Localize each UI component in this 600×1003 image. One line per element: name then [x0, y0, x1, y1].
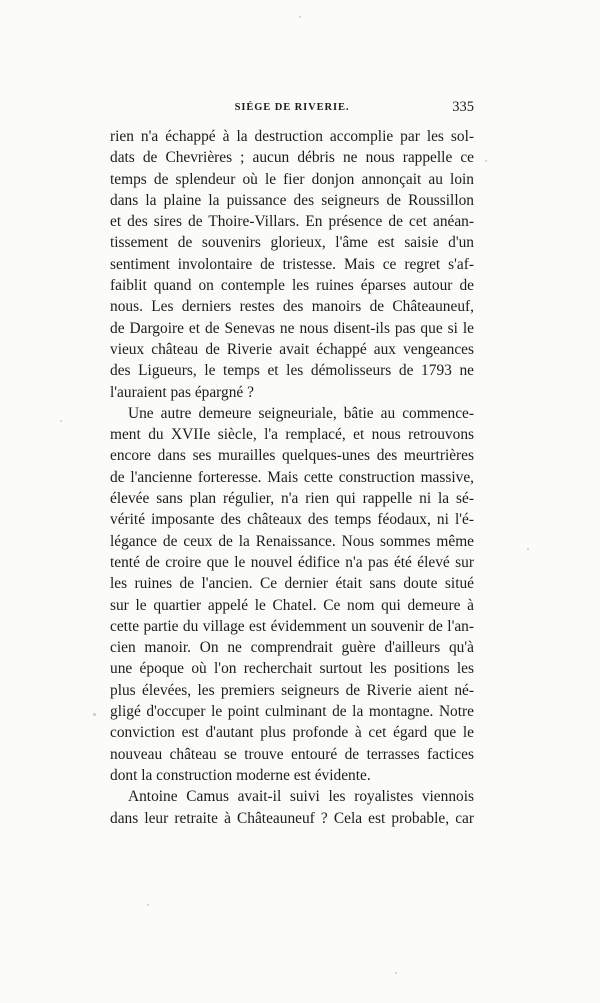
text-line: Une autre demeure seigneuriale, bâtie au commence- — [128, 404, 474, 422]
text-line: conviction est d'autant plus profonde à cet égard que le — [110, 724, 474, 742]
paragraph-3 — [110, 786, 474, 829]
text-line: et des sires de Thoire-Villars. En présence de cet anéan- — [110, 213, 474, 231]
text-line: dont la construction moderne est évidente. — [110, 766, 371, 784]
page-number: 335 — [452, 99, 474, 115]
running-title: SIÉGE DE RIVERIE. — [234, 102, 350, 113]
text-line: de Dargoire et de Senevas ne nous disent-ils pas que si le — [110, 319, 474, 337]
text-line: Antoine Camus avait-il suivi les royalistes viennois — [128, 788, 474, 806]
paragraph-2 — [110, 403, 474, 786]
text-line: de l'ancienne forteresse. Mais cette construction massive, — [110, 468, 474, 486]
text-line: dats de Chevrières ; aucun débris ne nous rappelle ce — [110, 149, 474, 167]
paper-speck — [299, 16, 301, 18]
text-line: cien manoir. On ne comprendrait guère d'ailleurs qu'à — [110, 639, 474, 657]
text-line: sentiment involontaire de tristesse. Mais ce regret s'af- — [110, 255, 474, 273]
text-line: temps de splendeur où le fier donjon annonçait au loin — [110, 170, 474, 188]
paper-speck — [60, 420, 62, 422]
text-line: tenté de croire que le nouvel édifice n'a pas été élevé sur — [110, 553, 474, 571]
paragraph-1 — [110, 126, 474, 403]
text-line: ment du XVIIe siècle, l'a remplacé, et nous retrouvons — [110, 426, 474, 444]
paper-speck — [93, 713, 96, 716]
text-line: les ruines de l'ancien. Ce dernier était sans doute situé — [110, 575, 474, 593]
body-text — [110, 126, 474, 829]
text-line: rien n'a échappé à la destruction accomplie par les sol- — [110, 128, 474, 145]
text-line: nouveau château se trouve entouré de terrasses factices — [110, 745, 474, 763]
text-line: l'auraient pas épargné ? — [110, 383, 254, 401]
paper-speck — [395, 972, 397, 974]
text-line: tissement de souvenirs glorieux, l'âme est saisie d'un — [110, 234, 474, 252]
paper-speck — [485, 160, 487, 162]
text-line: faiblit quand on contemple les ruines éparses autour de — [110, 277, 474, 295]
text-line: légance de ceux de la Renaissance. Nous sommes même — [110, 532, 474, 550]
text-line: dans la plaine la puissance des seigneurs de Roussillon — [110, 191, 474, 209]
text-line: des Ligueurs, le temps et les démolisseurs de 1793 ne — [110, 362, 474, 380]
text-line: une époque où l'on recherchait surtout les positions les — [110, 660, 474, 678]
text-line: sur le quartier appelé le Chatel. Ce nom qui demeure à — [110, 596, 474, 614]
text-line: encore dans ses murailles quelques-unes des meurtrières — [110, 447, 474, 465]
text-line: dans leur retraite à Châteauneuf ? Cela est probable, car — [110, 809, 474, 827]
paper-speck — [147, 904, 149, 906]
paper-speck — [527, 548, 529, 550]
running-head — [110, 99, 474, 122]
text-line: gligé d'occuper le point culminant de la montagne. Notre — [110, 703, 474, 721]
text-line: cette partie du village est évidemment un souvenir de l'an- — [110, 617, 474, 635]
text-line: élevée sans plan régulier, n'a rien qui rappelle ni la sé- — [110, 490, 474, 508]
text-line: plus élevées, les premiers seigneurs de Riverie aient né- — [110, 681, 474, 699]
text-line: vieux château de Riverie avait échappé aux vengeances — [110, 340, 474, 358]
text-line: nous. Les derniers restes des manoirs de Châteauneuf, — [110, 298, 474, 316]
text-line: vérité imposante des châteaux des temps féodaux, ni l'é- — [110, 511, 474, 529]
